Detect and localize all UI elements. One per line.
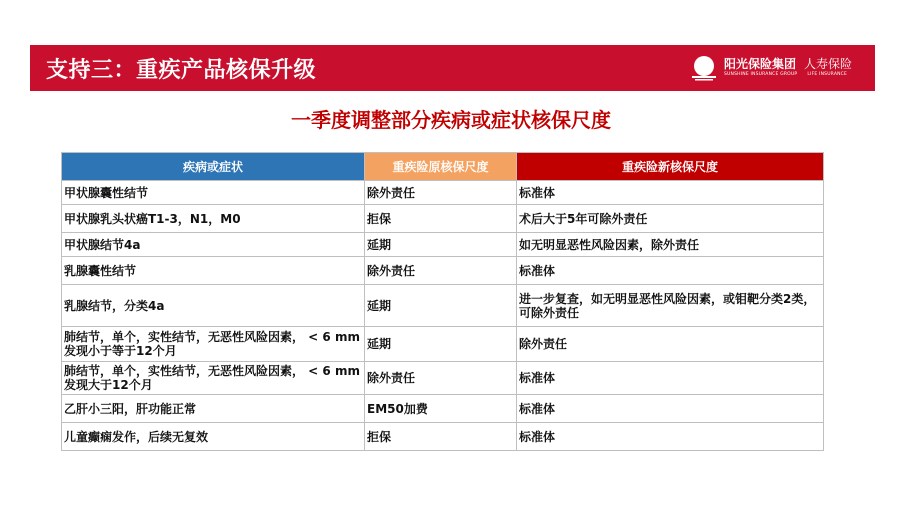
old-rule-cell: 延期 <box>365 233 517 257</box>
new-rule-cell: 标准体 <box>517 423 824 451</box>
page-title: 支持三：重疾产品核保升级 <box>46 57 317 83</box>
old-rule-cell: 除外责任 <box>365 257 517 285</box>
table-row <box>62 205 824 233</box>
condition-cell: 儿童癫痫发作，后续无复效 <box>62 423 365 451</box>
condition-cell: 乙肝小三阳，肝功能正常 <box>62 395 365 423</box>
old-rule-cell: EM50加费 <box>365 395 517 423</box>
old-rule-cell: 延期 <box>365 327 517 362</box>
new-rule-cell: 标准体 <box>517 362 824 395</box>
underwriting-table <box>61 152 824 451</box>
table-row <box>62 181 824 205</box>
old-rule-cell: 延期 <box>365 285 517 327</box>
new-rule-cell: 术后大于5年可除外责任 <box>517 205 824 233</box>
table-row <box>62 362 824 395</box>
old-rule-cell: 拒保 <box>365 423 517 451</box>
table-header-row <box>62 153 824 181</box>
table-row <box>62 233 824 257</box>
table-row <box>62 257 824 285</box>
column-header-new-rule: 重疾险新核保尺度 <box>517 153 824 181</box>
condition-cell: 甲状腺乳头状癌T1-3，N1，M0 <box>62 205 365 233</box>
new-rule-cell: 除外责任 <box>517 327 824 362</box>
column-header-condition: 疾病或症状 <box>62 153 365 181</box>
column-header-old-rule: 重疾险原核保尺度 <box>365 153 517 181</box>
old-rule-cell: 除外责任 <box>365 181 517 205</box>
table-subtitle: 一季度调整部分疾病或症状核保尺度 <box>291 108 611 132</box>
old-rule-cell: 拒保 <box>365 205 517 233</box>
logo-division-name: 人寿保险 <box>804 57 853 72</box>
new-rule-cell: 标准体 <box>517 395 824 423</box>
sunshine-logo-icon <box>689 53 719 83</box>
condition-cell: 乳腺结节，分类4a <box>62 285 365 327</box>
new-rule-cell: 如无明显恶性风险因素，除外责任 <box>517 233 824 257</box>
logo-group-name-en: SUNSHINE INSURANCE GROUP <box>724 72 798 78</box>
new-rule-cell: 进一步复查，如无明显恶性风险因素，或钼靶分类2类，可除外责任 <box>517 285 824 327</box>
new-rule-cell: 标准体 <box>517 181 824 205</box>
table-row <box>62 285 824 327</box>
table-row <box>62 327 824 362</box>
old-rule-cell: 除外责任 <box>365 362 517 395</box>
condition-cell: 甲状腺囊性结节 <box>62 181 365 205</box>
company-logo <box>689 50 867 86</box>
condition-cell: 肺结节，单个，实性结节，无恶性风险因素， < 6 mm发现大于12个月 <box>62 362 365 395</box>
header-banner <box>30 45 875 91</box>
new-rule-cell: 标准体 <box>517 257 824 285</box>
condition-cell: 乳腺囊性结节 <box>62 257 365 285</box>
table-row <box>62 423 824 451</box>
table-row <box>62 395 824 423</box>
condition-cell: 肺结节，单个，实性结节，无恶性风险因素， < 6 mm发现小于等于12个月 <box>62 327 365 362</box>
logo-division-name-en: LIFE INSURANCE <box>807 72 848 78</box>
logo-group-name: 阳光保险集团 <box>724 57 797 72</box>
condition-cell: 甲状腺结节4a <box>62 233 365 257</box>
